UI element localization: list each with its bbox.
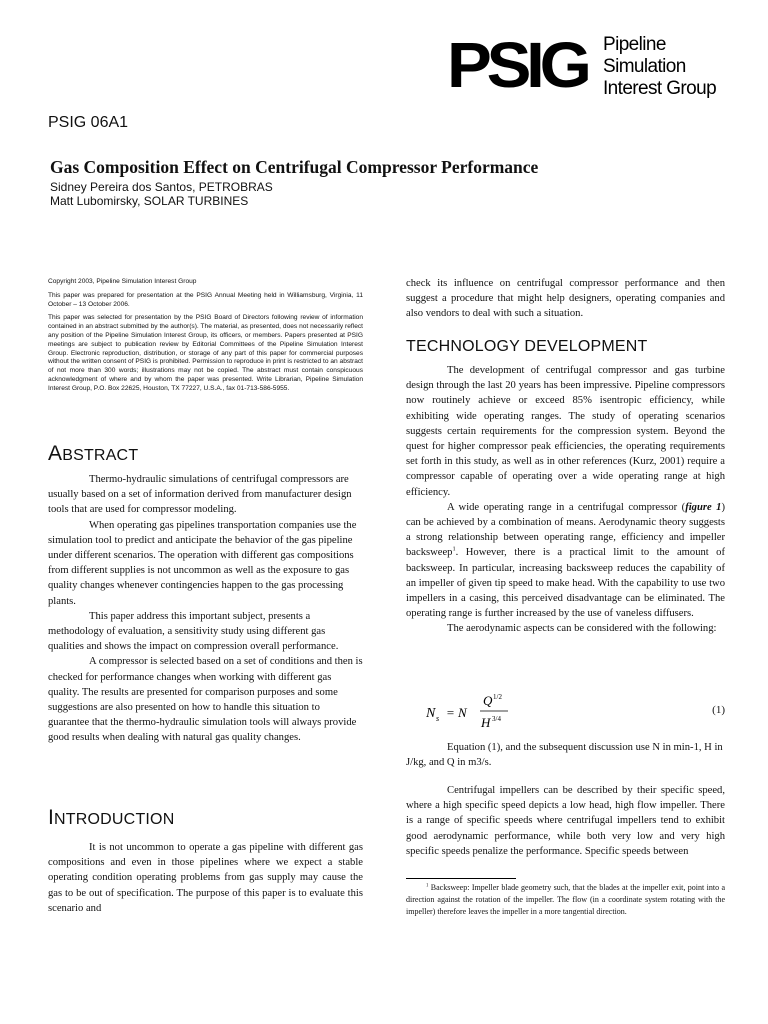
eq-denominator: H — [481, 715, 491, 730]
psig-logo — [447, 30, 737, 102]
logo-text — [603, 34, 716, 100]
logo-line-1: Pipeline — [603, 34, 666, 55]
technology-body-3 — [406, 783, 725, 859]
eq-lhs-sub: s — [436, 714, 440, 723]
copyright-notice: Copyright 2003, Pipeline Simulation Interest Group — [48, 278, 197, 285]
equation-1 — [406, 691, 725, 733]
technology-body — [406, 363, 725, 637]
paper-title: Gas Composition Effect on Centrifugal Compressor Performance — [50, 157, 539, 177]
logo-line-3: Interest Group — [603, 78, 717, 99]
technology-paragraph-3: The aerodynamic aspects can be considered with the following: — [447, 623, 717, 635]
introduction-continuation — [406, 276, 725, 322]
technology-paragraph-5: Centrifugal impellers can be described by their specific speed, where a high specific speed depicts a low head, high flow impeller. There is a range of specific speeds where centrifugal impellers tend to exhibit good aerodynamic performance, while both very low and very high specific speeds penalize the performance. Specific speeds between — [406, 785, 725, 857]
abstract-paragraph-4: A compressor is selected based on a set of conditions and then is checked for performance changes when working with different gas quality. The results are presented for comparison purposes and some suggestions are also presented on how to handle this situation to guarantee that the thermo-hydraulic simulation tools will always provide good results when dealing with natural gas quality changes. — [48, 656, 363, 744]
abstract-paragraph-1: Thermo-hydraulic simulations of centrifugal compressors are usually based on a set of information derived from manufacturer design tools that are used for compressor modeling. — [48, 474, 352, 516]
equation-graphic — [426, 691, 626, 733]
figure-reference: figure 1 — [685, 501, 722, 513]
logo-line-2: Simulation — [603, 56, 686, 77]
abstract-section — [48, 442, 363, 466]
author-2: Matt Lubomirsky, SOLAR TURBINES — [50, 194, 249, 208]
technology-paragraph-2: A wide operating range in a centrifugal compressor (figure 1) can be achieved by a combination of means. Aerodynamic theory suggests a strong relationship between operating range, efficiency and impeller backsweep$^1$. However, there is a practical limit to the amount of backsweep. In particular, increasing backsweep reduces the capability of an impeller of given tip speed to make head. With the capability to use two impellers in a casing, this perceived disadvantage can be eliminated. The operating range is further increased by the use of vaneless diffusers. — [406, 501, 725, 620]
eq-numerator-exp: 1/2 — [493, 693, 502, 701]
eq-rhs-n: = N — [446, 705, 467, 720]
introduction-body — [48, 840, 363, 916]
footnote-reference: 1 — [452, 545, 456, 553]
eq-denominator-exp: 3/4 — [492, 715, 501, 723]
selection-notice: This paper was selected for presentation by the PSIG Board of Directors following review of information contained in an abstract submitted by the author(s). The material, as presented, does not necessarily reflect any position of the Pipeline Simulation Interest Group, its officers, or members. Papers presented at PSIG meetings are subject to publication review by Editorial Committees of the Pipeline Simulation Interest Group. Electronic reproduction, distribution, or storage of any part of this paper for commercial purposes without the written consent of PSIG is prohibited. Permission to reproduce in print is restricted to an abstract of not more than 300 words; illustrations may not be copied. The abstract must contain conspicuous acknowledgment of where and by whom the paper was presented. Write Librarian, Pipeline Simulation Interest Group, P.O. Box 22625, Houston, TX 77227, U.S.A., fax 01-713-586-5955. — [48, 314, 363, 392]
technology-paragraph-1: The development of centrifugal compressor and gas turbine design through the last 20 years has been impressive. Pipeline compressors now routinely achieve or exceed 85% isentropic efficiency, while exhibiting wide operating ranges. The study of operating scenarios suggests certain requirements for the compression system. Beyond the quest for higher compressor peak efficiencies, the operating requirements set forth in this study, as well as in other references (Kurz, 2001) require a compressor capable of operating over a wide operating range at high efficiency. — [406, 365, 725, 498]
technology-heading: TECHNOLOGY DEVELOPMENT — [406, 338, 648, 355]
introduction-section — [48, 806, 363, 830]
introduction-continuation-text: check its influence on centrifugal compressor performance and then suggest a procedure that might help designers, operating companies and also vendors to deal with such a situation. — [406, 278, 725, 320]
introduction-heading: INTRODUCTION — [48, 806, 175, 829]
introduction-paragraph: It is not uncommon to operate a gas pipeline with different gas compositions and even in those pipelines where we expect a stable operating condition operating problems from gas supply may cause the gas to be out of specification. The purpose of this paper is to evaluate this scenario and — [48, 842, 363, 914]
abstract-paragraph-3: This paper address this important subject, presents a methodology of evaluation, a sensitivity study using different gas qualities and shows the impact on compression overall performance. — [48, 610, 339, 653]
technology-section — [406, 338, 725, 356]
abstract-body — [48, 472, 363, 746]
footnote-text: Backsweep: Impeller blade geometry such, that the blades at the impeller exit, point into a direction against the rotation of the impeller. The flow (in a coordinate system rotating with the impeller) therefore leaves the impeller in a more tangential direction. — [406, 883, 725, 916]
eq-numerator: Q — [483, 693, 493, 708]
footnote-divider — [406, 878, 516, 879]
author-1: Sidney Pereira dos Santos, PETROBRAS — [50, 180, 273, 194]
technology-paragraph-4: Equation (1), and the subsequent discussion use N in min-1, H in J/kg, and Q in m3/s. — [406, 742, 723, 769]
abstract-heading: ABSTRACT — [48, 442, 139, 465]
front-matter — [48, 278, 363, 399]
technology-body-2 — [406, 740, 725, 770]
eq-lhs: N — [426, 706, 436, 721]
footnote-mark: 1 — [426, 883, 429, 889]
equation-number: (1) — [712, 704, 725, 716]
abstract-paragraph-2: When operating gas pipelines transportation companies use the simulation tool to predict and anticipate the behavior of the gas pipeline under different scenarios. The operation with different gas compositions from different supplies is not uncommon as well as the exposure to gas quality changes whenever contingencies happen to the gas processing plants. — [48, 519, 357, 607]
logo-mark: PSIG — [447, 29, 587, 101]
footnote — [406, 882, 725, 918]
presentation-notice: This paper was prepared for presentation at the PSIG Annual Meeting held in Williamsburg, Virginia, 11 October – 13 October 2006. — [48, 291, 363, 308]
paper-number: PSIG 06A1 — [48, 114, 129, 131]
